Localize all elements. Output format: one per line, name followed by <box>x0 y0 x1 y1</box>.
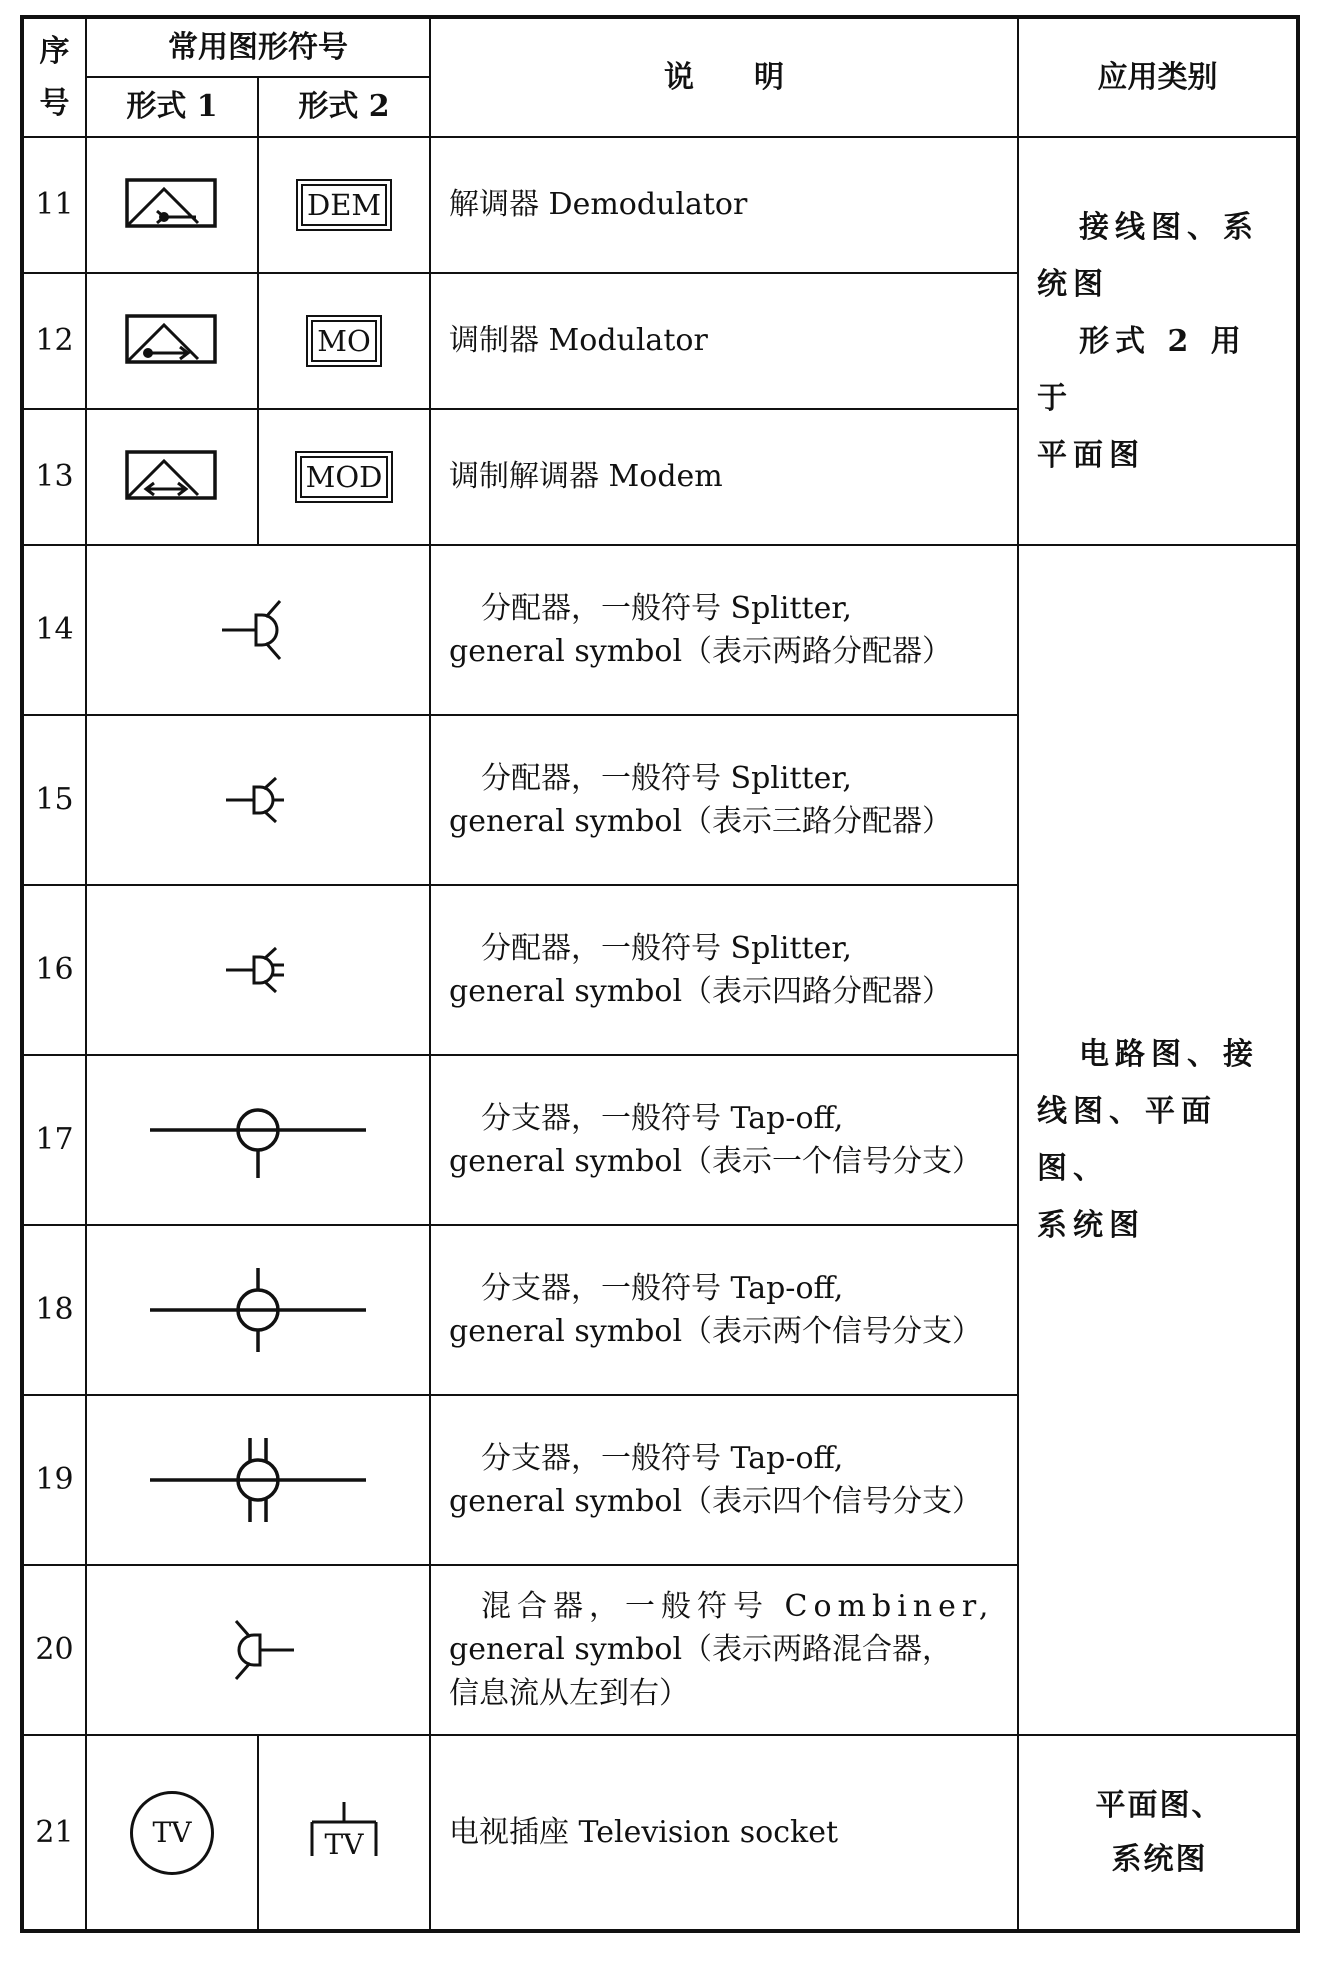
form1-cell <box>86 137 258 273</box>
symbol-cell <box>86 1395 430 1565</box>
tv-socket-plan-icon <box>304 1800 384 1866</box>
description-cell <box>430 1395 1018 1565</box>
description-line: general symbol（表示四路分配器） <box>449 974 953 1009</box>
symbol-cell <box>86 715 430 885</box>
form1-cell <box>86 1735 258 1931</box>
form2-cell <box>258 409 430 545</box>
row-number: 18 <box>22 1225 86 1395</box>
category-cell-1 <box>1018 137 1298 545</box>
tv-socket-circle-icon: TV <box>130 1791 214 1875</box>
description-cell <box>430 1055 1018 1225</box>
description-line: 分支器，一般符号 Tap-off, <box>481 1270 844 1306</box>
tap-off-four-branch-icon <box>148 1435 368 1525</box>
category-line: 统图 <box>1037 266 1109 302</box>
category-line: 接线图、系 <box>1079 209 1259 245</box>
category-header: 应用类别 <box>1018 17 1298 137</box>
category-line: 平面图、 <box>1095 1787 1224 1823</box>
symbols-group-header: 常用图形符号 <box>86 17 430 77</box>
table-row <box>22 1735 1298 1931</box>
description-line: general symbol（表示两路混合器， <box>449 1632 953 1668</box>
form2-cell <box>258 1735 430 1931</box>
row-number: 11 <box>22 137 86 273</box>
tap-off-two-branch-icon <box>148 1265 368 1355</box>
row-number: 13 <box>22 409 86 545</box>
table-row <box>22 545 1298 715</box>
row-number: 14 <box>22 545 86 715</box>
form1-cell <box>86 273 258 409</box>
symbol-cell <box>86 885 430 1055</box>
description-line: general symbol（表示三路分配器） <box>449 804 953 839</box>
row-number: 21 <box>22 1735 86 1931</box>
form2-box-label: MOD <box>300 456 389 498</box>
row-number: 20 <box>22 1565 86 1735</box>
category-line: 线图、平面图、 <box>1037 1094 1217 1186</box>
row-number: 17 <box>22 1055 86 1225</box>
form2-cell <box>258 137 430 273</box>
category-line: 系统图 <box>1037 1208 1145 1243</box>
seq-header <box>22 17 86 137</box>
row-number: 15 <box>22 715 86 885</box>
tv-socket-plan-label: TV <box>324 1827 364 1861</box>
form2-box-label: MO <box>311 320 376 362</box>
category-cell-2 <box>1018 545 1298 1735</box>
description-cell <box>430 1565 1018 1735</box>
symbol-cell <box>86 545 430 715</box>
description-cell: 调制器 Modulator <box>430 273 1018 409</box>
description-cell: 调制解调器 Modem <box>430 409 1018 545</box>
symbol-cell <box>86 1225 430 1395</box>
category-line: 系统图 <box>1111 1841 1208 1877</box>
description-line: general symbol（表示两个信号分支） <box>449 1314 983 1349</box>
description-cell <box>430 1225 1018 1395</box>
modulator-symbol-icon <box>124 313 220 369</box>
description-cell: 解调器 Demodulator <box>430 137 1018 273</box>
form1-cell <box>86 409 258 545</box>
symbol-table <box>20 15 1300 1933</box>
description-line: 分支器，一般符号 Tap-off, <box>481 1100 844 1136</box>
form2-cell <box>258 273 430 409</box>
description-line: 分配器，一般符号 Splitter, <box>481 590 852 626</box>
category-line: 平面图 <box>1037 437 1145 473</box>
form2-header: 形式 2 <box>258 77 430 137</box>
symbol-table-sheet <box>20 15 1300 1933</box>
description-cell <box>430 545 1018 715</box>
combiner-two-way-icon <box>218 1615 298 1685</box>
symbol-cell <box>86 1565 430 1735</box>
description-cell <box>430 885 1018 1055</box>
header-row-1 <box>22 17 1298 77</box>
category-line: 电路图、接 <box>1079 1037 1259 1072</box>
seq-header-top: 序 <box>39 34 70 69</box>
row-number: 16 <box>22 885 86 1055</box>
row-number: 19 <box>22 1395 86 1565</box>
category-cell-3 <box>1018 1735 1298 1931</box>
seq-header-bottom: 号 <box>39 85 70 121</box>
description-line: 分配器，一般符号 Splitter, <box>481 930 852 966</box>
description-header: 说 明 <box>430 17 1018 137</box>
form2-box-label: DEM <box>301 184 387 226</box>
splitter-two-way-icon <box>218 595 298 665</box>
description-cell <box>430 715 1018 885</box>
description-line: general symbol（表示两路分配器） <box>449 634 953 669</box>
description-line: general symbol（表示四个信号分支） <box>449 1484 983 1519</box>
tap-off-one-branch-icon <box>148 1100 368 1180</box>
form1-header: 形式 1 <box>86 77 258 137</box>
description-line: 分支器，一般符号 Tap-off, <box>481 1440 844 1476</box>
description-line: 分配器，一般符号 Splitter, <box>481 760 852 796</box>
description-cell: 电视插座 Television socket <box>430 1735 1018 1931</box>
row-number: 12 <box>22 273 86 409</box>
description-line: 混合器，一般符号 Combiner, <box>481 1588 995 1624</box>
description-line: 信息流从左到右） <box>449 1675 689 1711</box>
description-line: general symbol（表示一个信号分支） <box>449 1144 983 1179</box>
splitter-four-way-icon <box>218 940 298 1000</box>
modem-symbol-icon <box>124 449 220 505</box>
table-row <box>22 137 1298 273</box>
category-line: 形式 2 用于 <box>1037 323 1247 416</box>
splitter-three-way-icon <box>218 770 298 830</box>
demodulator-symbol-icon <box>124 177 220 233</box>
symbol-cell <box>86 1055 430 1225</box>
